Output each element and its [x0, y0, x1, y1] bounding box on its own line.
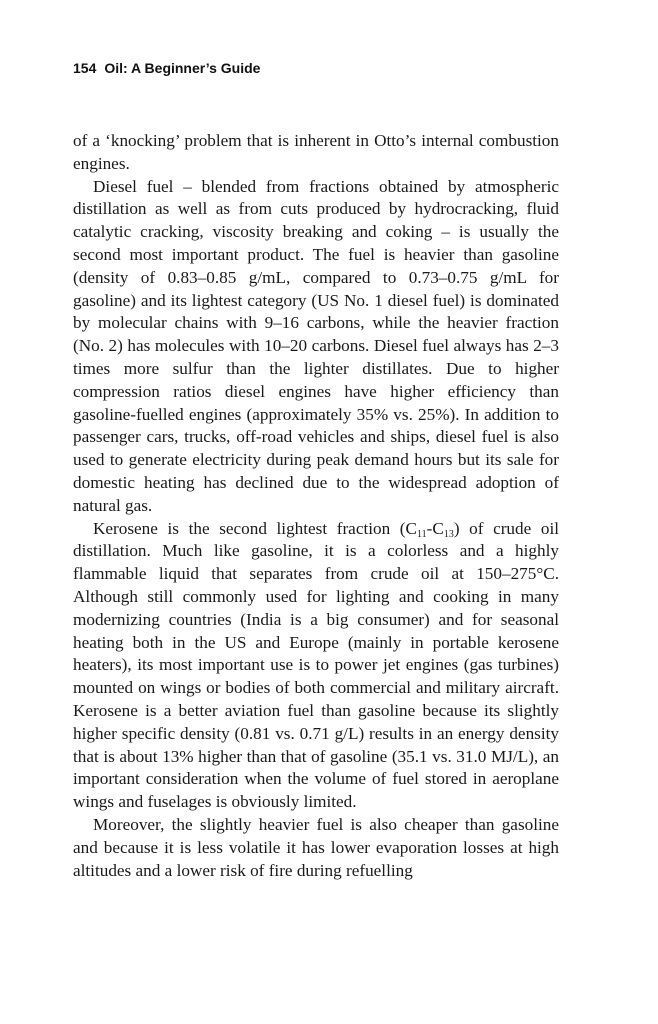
paragraph-diesel-fuel: Diesel fuel – blended from fractions obtained by atmospheric distillation as well as from cuts produced by hydrocracking, fluid catalytic cracking, viscosity breaking and coking – is usually the second most important product. The fuel is heavier than gasoline (density of 0.83–0.85 g/mL, compared to 0.73–0.75 g/mL for gasoline) and its lightest category (US No. 1 diesel fuel) is dominated by molecular chains with 9–16 carbons, while the heavier fraction (No. 2) has molecules with 10–20 carbons. Diesel fuel always has 2–3 times more sulfur than the lighter distillates. Due to higher compression ratios diesel engines have higher efficiency than gasoline-fuelled engines (approximately 35% vs. 25%). In addition to passenger cars, trucks, off-road vehicles and ships, diesel fuel is also used to generate electricity during peak demand hours but its sale for domestic heating has declined due to the widespread adoption of natural gas. — [73, 176, 559, 515]
body-text — [73, 130, 559, 882]
kerosene-text-rest: ) of crude oil distillation. Much like gasoline, it is a colorless and a highly flammable liquid that separates from crude oil at 150–275°C. Although still commonly used for lighting and cooking in many modernizing countries (India is a big consumer) and for seasonal heating both in the US and Europe (mainly in portable kerosene heaters), its most important use is to power jet engines (gas turbines) mounted on wings or bodies of both commercial and military aircraft. Kerosene is a better aviation fuel than gasoline because its slightly higher specific density (0.81 vs. 0.71 g/L) results in an energy density that is about 13% higher than that of gasoline (35.1 vs. 31.0 MJ/L), an important consideration when the volume of fuel stored in aeroplane wings and fuselages is obviously limited. — [73, 518, 559, 812]
kerosene-text-start: Kerosene is the second lightest fraction (C — [93, 518, 417, 538]
carbon-subscript-13: 13 — [443, 528, 454, 540]
carbon-subscript-11: 11 — [416, 528, 427, 540]
book-title: Oil: A Beginner’s Guide — [104, 60, 261, 76]
page-number: 154 — [73, 60, 97, 76]
kerosene-text-dash: -C — [426, 518, 444, 538]
paragraph-continuation: of a ‘knocking’ problem that is inherent in Otto’s internal combustion engines. — [73, 131, 559, 173]
running-header — [73, 60, 260, 76]
paragraph-kerosene — [73, 518, 559, 814]
paragraph-heavier-fuel: Moreover, the slightly heavier fuel is also cheaper than gasoline and because it is less volatile it has lower evaporation losses at high altitudes and a lower risk of fire during refuelling — [73, 814, 559, 880]
